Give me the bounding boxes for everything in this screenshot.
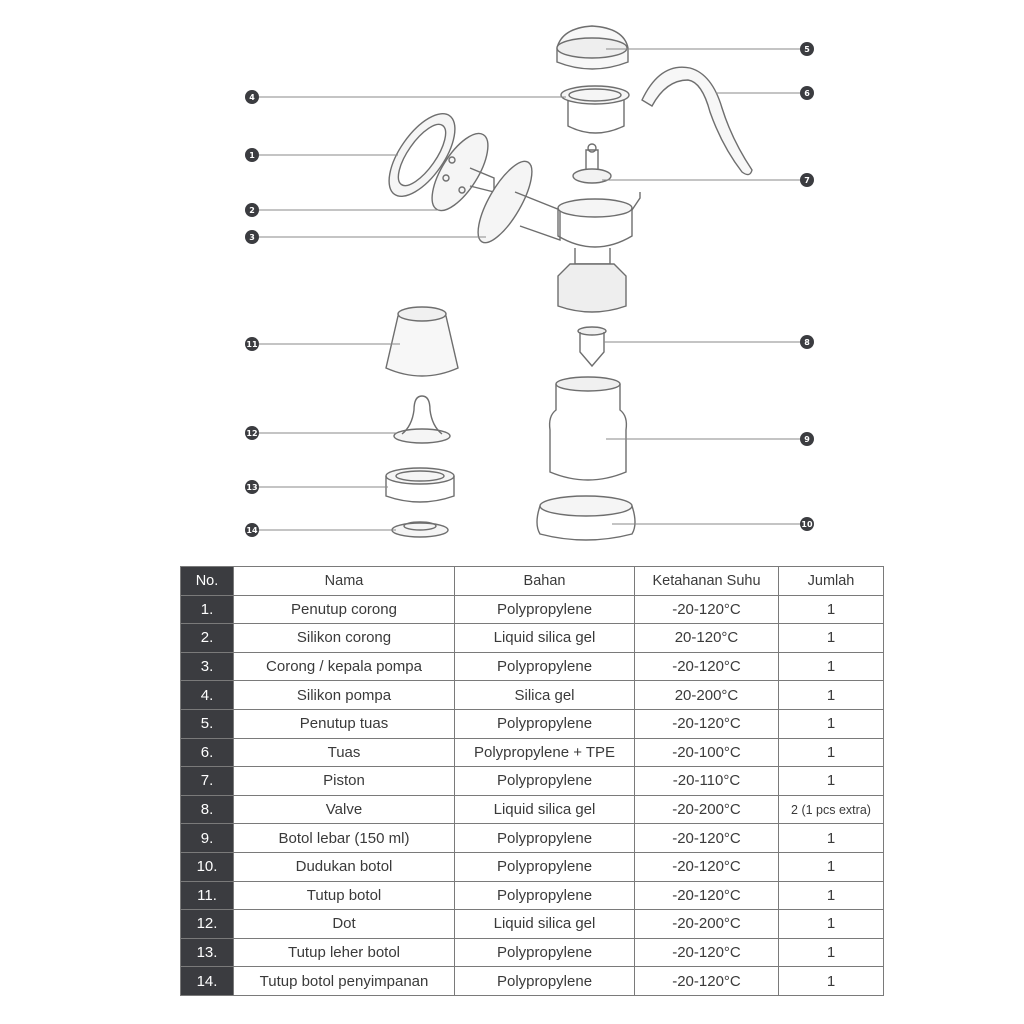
svg-text:1: 1 bbox=[249, 151, 255, 160]
table-row bbox=[181, 824, 884, 853]
cell-suhu: -20-200°C bbox=[635, 795, 779, 824]
cell-nama: Dudukan botol bbox=[234, 852, 455, 881]
cell-suhu: -20-100°C bbox=[635, 738, 779, 767]
cell-no: 7. bbox=[181, 767, 234, 796]
cell-no: 3. bbox=[181, 652, 234, 681]
cell-no: 12. bbox=[181, 910, 234, 939]
cell-suhu: -20-120°C bbox=[635, 824, 779, 853]
cell-no: 5. bbox=[181, 709, 234, 738]
cell-nama: Silikon pompa bbox=[234, 681, 455, 710]
header-no: No. bbox=[181, 567, 234, 596]
table-row bbox=[181, 938, 884, 967]
cell-bahan: Polypropylene + TPE bbox=[455, 738, 635, 767]
svg-text:6: 6 bbox=[804, 89, 810, 98]
parts-spec-table bbox=[180, 566, 884, 996]
table-row bbox=[181, 709, 884, 738]
part-storage-cap bbox=[392, 522, 448, 537]
table-row bbox=[181, 881, 884, 910]
header-nama: Nama bbox=[234, 567, 455, 596]
cell-jumlah: 1 bbox=[779, 852, 884, 881]
cell-no: 9. bbox=[181, 824, 234, 853]
callout-2 bbox=[245, 203, 259, 217]
cell-jumlah: 1 bbox=[779, 624, 884, 653]
part-bottle-cover bbox=[386, 307, 458, 376]
callout-1 bbox=[245, 148, 259, 162]
svg-text:11: 11 bbox=[246, 340, 258, 349]
part-teat bbox=[394, 396, 450, 443]
svg-text:14: 14 bbox=[246, 526, 258, 535]
cell-nama: Penutup corong bbox=[234, 595, 455, 624]
cell-bahan: Silica gel bbox=[455, 681, 635, 710]
cell-jumlah: 1 bbox=[779, 767, 884, 796]
callout-13 bbox=[245, 480, 259, 494]
cell-bahan: Polypropylene bbox=[455, 595, 635, 624]
cell-bahan: Liquid silica gel bbox=[455, 624, 635, 653]
cell-jumlah: 1 bbox=[779, 681, 884, 710]
cell-no: 6. bbox=[181, 738, 234, 767]
cell-suhu: -20-120°C bbox=[635, 652, 779, 681]
cell-suhu: -20-120°C bbox=[635, 595, 779, 624]
cell-jumlah: 2 (1 pcs extra) bbox=[779, 795, 884, 824]
callout-6 bbox=[800, 86, 814, 100]
part-neck-ring bbox=[386, 468, 454, 502]
callout-markers bbox=[245, 42, 814, 537]
table-row bbox=[181, 967, 884, 996]
cell-jumlah: 1 bbox=[779, 652, 884, 681]
callout-9 bbox=[800, 432, 814, 446]
cell-nama: Valve bbox=[234, 795, 455, 824]
table-row bbox=[181, 624, 884, 653]
table-row bbox=[181, 852, 884, 881]
part-lever-cap bbox=[557, 26, 628, 69]
cell-nama: Botol lebar (150 ml) bbox=[234, 824, 455, 853]
cell-bahan: Polypropylene bbox=[455, 824, 635, 853]
cell-jumlah: 1 bbox=[779, 709, 884, 738]
part-valve bbox=[578, 327, 606, 366]
cell-jumlah: 1 bbox=[779, 910, 884, 939]
cell-bahan: Polypropylene bbox=[455, 709, 635, 738]
callout-12 bbox=[245, 426, 259, 440]
cell-nama: Silikon corong bbox=[234, 624, 455, 653]
header-ketahanan-suhu: Ketahanan Suhu bbox=[635, 567, 779, 596]
callout-10 bbox=[800, 517, 814, 531]
cell-suhu: -20-120°C bbox=[635, 852, 779, 881]
cell-jumlah: 1 bbox=[779, 938, 884, 967]
callout-14 bbox=[245, 523, 259, 537]
cell-suhu: -20-200°C bbox=[635, 910, 779, 939]
cell-suhu: -20-120°C bbox=[635, 709, 779, 738]
part-wide-bottle bbox=[550, 377, 627, 480]
cell-jumlah: 1 bbox=[779, 824, 884, 853]
table-row bbox=[181, 652, 884, 681]
cell-suhu: -20-110°C bbox=[635, 767, 779, 796]
table-row bbox=[181, 681, 884, 710]
cell-suhu: -20-120°C bbox=[635, 881, 779, 910]
svg-text:4: 4 bbox=[249, 93, 255, 102]
cell-no: 11. bbox=[181, 881, 234, 910]
cell-nama: Corong / kepala pompa bbox=[234, 652, 455, 681]
callout-7 bbox=[800, 173, 814, 187]
table-row bbox=[181, 910, 884, 939]
cell-bahan: Liquid silica gel bbox=[455, 910, 635, 939]
part-piston bbox=[573, 144, 611, 183]
cell-suhu: -20-120°C bbox=[635, 967, 779, 996]
table-row bbox=[181, 767, 884, 796]
svg-text:7: 7 bbox=[804, 176, 810, 185]
cell-nama: Penutup tuas bbox=[234, 709, 455, 738]
table-row bbox=[181, 795, 884, 824]
part-bottle-stand bbox=[537, 496, 635, 540]
table-row bbox=[181, 595, 884, 624]
callout-11 bbox=[245, 337, 259, 351]
cell-bahan: Polypropylene bbox=[455, 938, 635, 967]
cell-nama: Tuas bbox=[234, 738, 455, 767]
callout-5 bbox=[800, 42, 814, 56]
cell-jumlah: 1 bbox=[779, 967, 884, 996]
cell-bahan: Polypropylene bbox=[455, 652, 635, 681]
cell-bahan: Polypropylene bbox=[455, 881, 635, 910]
callout-3 bbox=[245, 230, 259, 244]
cell-no: 4. bbox=[181, 681, 234, 710]
cell-bahan: Polypropylene bbox=[455, 852, 635, 881]
cell-bahan: Polypropylene bbox=[455, 967, 635, 996]
cell-no: 10. bbox=[181, 852, 234, 881]
cell-nama: Tutup botol bbox=[234, 881, 455, 910]
svg-text:12: 12 bbox=[246, 429, 258, 438]
callout-4 bbox=[245, 90, 259, 104]
cell-jumlah: 1 bbox=[779, 738, 884, 767]
table-header-row bbox=[181, 567, 884, 596]
svg-text:10: 10 bbox=[801, 520, 813, 529]
header-jumlah: Jumlah bbox=[779, 567, 884, 596]
cell-nama: Piston bbox=[234, 767, 455, 796]
cell-no: 1. bbox=[181, 595, 234, 624]
svg-text:13: 13 bbox=[246, 483, 258, 492]
callout-8 bbox=[800, 335, 814, 349]
cell-no: 2. bbox=[181, 624, 234, 653]
cell-nama: Tutup botol penyimpanan bbox=[234, 967, 455, 996]
cell-no: 13. bbox=[181, 938, 234, 967]
cell-no: 8. bbox=[181, 795, 234, 824]
svg-text:3: 3 bbox=[249, 233, 255, 242]
cell-nama: Dot bbox=[234, 910, 455, 939]
header-bahan: Bahan bbox=[455, 567, 635, 596]
cell-no: 14. bbox=[181, 967, 234, 996]
part-pump-silicone bbox=[561, 86, 629, 133]
cell-bahan: Liquid silica gel bbox=[455, 795, 635, 824]
cell-bahan: Polypropylene bbox=[455, 767, 635, 796]
svg-text:5: 5 bbox=[804, 45, 810, 54]
svg-text:8: 8 bbox=[804, 338, 810, 347]
cell-suhu: 20-120°C bbox=[635, 624, 779, 653]
cell-nama: Tutup leher botol bbox=[234, 938, 455, 967]
table-row bbox=[181, 738, 884, 767]
cell-suhu: -20-120°C bbox=[635, 938, 779, 967]
cell-suhu: 20-200°C bbox=[635, 681, 779, 710]
part-lever-handle bbox=[642, 67, 752, 174]
cell-jumlah: 1 bbox=[779, 595, 884, 624]
svg-text:2: 2 bbox=[249, 206, 255, 215]
cell-jumlah: 1 bbox=[779, 881, 884, 910]
svg-text:9: 9 bbox=[804, 435, 810, 444]
